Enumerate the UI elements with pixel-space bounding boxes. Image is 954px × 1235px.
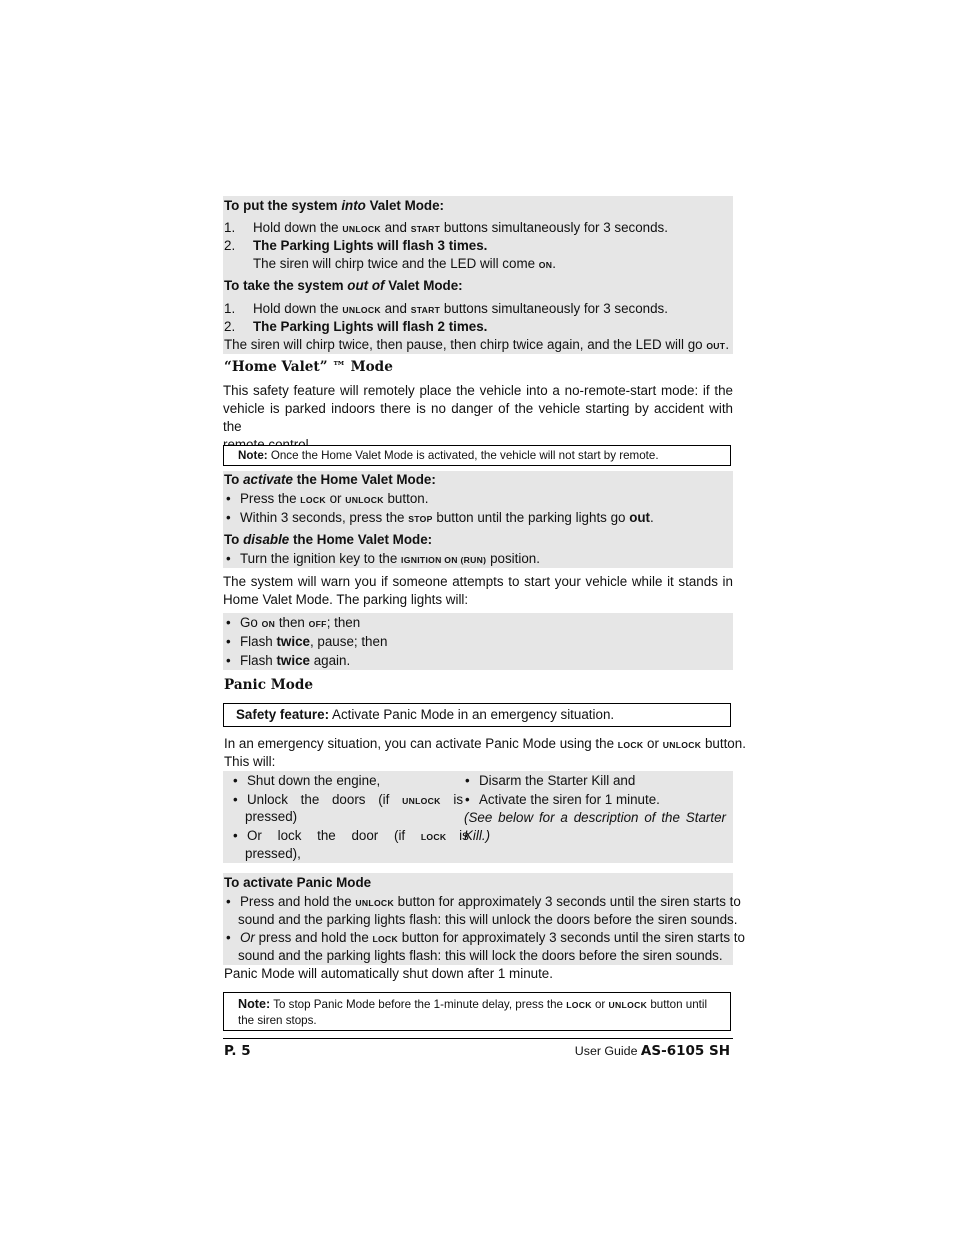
home-valet-steps-block xyxy=(223,471,733,568)
starter-kill-note: Kill.) xyxy=(464,828,491,843)
panic-shutdown-text: Panic Mode will automatically shut down after 1 minute. xyxy=(224,966,553,981)
valet-into-step1: 1. Hold down the UNLOCK and START buttons simultaneously for 3 seconds. xyxy=(224,220,668,235)
warning-line: Home Valet Mode. The parking lights will: xyxy=(223,592,469,607)
valet-into-title: To put the system into Valet Mode: xyxy=(224,198,444,213)
valet-out-step1: 1. Hold down the UNLOCK and START buttons simultaneously for 3 seconds. xyxy=(224,301,668,316)
list-item: • Within 3 seconds, press the STOP button until the parking lights go out. xyxy=(226,510,654,525)
panic-activate-block xyxy=(223,873,745,965)
valet-mode-block xyxy=(223,196,733,354)
list-item: • Or press and hold the LOCK button for approximately 3 seconds until the siren starts to xyxy=(226,930,745,945)
footer-guide: User Guide AS-6105 SH xyxy=(574,1043,730,1059)
panic-note-box xyxy=(223,992,731,1031)
list-item: • Go ON then OFF; then xyxy=(226,615,361,630)
list-item-continuation: sound and the parking lights flash: this will lock the doors before the siren sounds. xyxy=(238,948,723,963)
home-valet-desc-line: vehicle is parked indoors there is no danger of the vehicle starting by accident with the xyxy=(223,401,733,434)
warning-line: The system will warn you if someone attempts to start your vehicle while it stands in xyxy=(223,574,733,589)
safety-feature-box xyxy=(223,703,731,727)
home-valet-heading: “Home Valet” ™ Mode xyxy=(224,359,393,375)
list-item-continuation: pressed), xyxy=(245,846,301,861)
valet-into-step2-sub: The siren will chirp twice and the LED will come ON. xyxy=(253,256,557,271)
panic-note-line2: the siren stops. xyxy=(238,1014,317,1027)
list-item: • Disarm the Starter Kill and xyxy=(465,773,636,788)
list-item-continuation: sound and the parking lights flash: this will unlock the doors before the siren sounds. xyxy=(238,912,738,927)
list-item: • Flash twice again. xyxy=(226,653,351,668)
list-item: • Shut down the engine, xyxy=(233,773,381,788)
page-number: P. 5 xyxy=(224,1043,251,1059)
home-valet-note-box xyxy=(223,445,731,466)
home-valet-desc-line: This safety feature will remotely place the vehicle into a no-remote-start mode: if the xyxy=(223,383,733,398)
footer-rule xyxy=(223,1038,733,1039)
list-item: • Turn the ignition key to the IGNITION ON (RUN) position. xyxy=(226,551,540,566)
valet-out-title: To take the system out of Valet Mode: xyxy=(224,278,463,293)
home-valet-disable-title: To disable the Home Valet Mode: xyxy=(224,532,433,547)
panic-effects-block xyxy=(223,771,733,863)
valet-into-step2: 2. The Parking Lights will flash 3 times. xyxy=(224,238,488,253)
warning-list-block xyxy=(223,613,733,670)
panic-intro: In an emergency situation, you can activate Panic Mode using the LOCK or UNLOCK button. xyxy=(224,736,746,751)
valet-out-note: The siren will chirp twice, then pause, then chirp twice again, and the LED will go OUT. xyxy=(224,337,730,352)
panic-activate-title: To activate Panic Mode xyxy=(224,875,372,890)
valet-out-step2: 2. The Parking Lights will flash 2 times. xyxy=(224,319,488,334)
home-valet-description xyxy=(223,382,733,454)
list-item-continuation: pressed) xyxy=(245,809,298,824)
list-item: • Press the LOCK or UNLOCK button. xyxy=(226,491,429,506)
panic-intro-line2: This will: xyxy=(224,754,276,769)
list-item: • Flash twice, pause; then xyxy=(226,634,388,649)
list-item: • Press and hold the UNLOCK button for approximately 3 seconds until the siren starts to xyxy=(226,894,741,909)
safety-feature-text: Safety feature: Activate Panic Mode in an emergency situation. xyxy=(236,707,615,722)
home-valet-activate-title: To activate the Home Valet Mode: xyxy=(224,472,436,487)
list-item: • Or lock the door (if LOCK is xyxy=(233,828,469,843)
home-valet-note: Note: Once the Home Valet Mode is activated, the vehicle will not start by remote. xyxy=(238,449,659,462)
panic-mode-heading: Panic Mode xyxy=(224,677,313,693)
list-item: • Unlock the doors (if UNLOCK is xyxy=(233,792,464,807)
home-valet-warning xyxy=(223,573,733,609)
panic-note: Note: To stop Panic Mode before the 1-minute delay, press the LOCK or UNLOCK button until xyxy=(238,997,708,1011)
list-item: • Activate the siren for 1 minute. xyxy=(465,792,660,807)
starter-kill-note: (See below for a description of the Starter xyxy=(464,810,726,825)
